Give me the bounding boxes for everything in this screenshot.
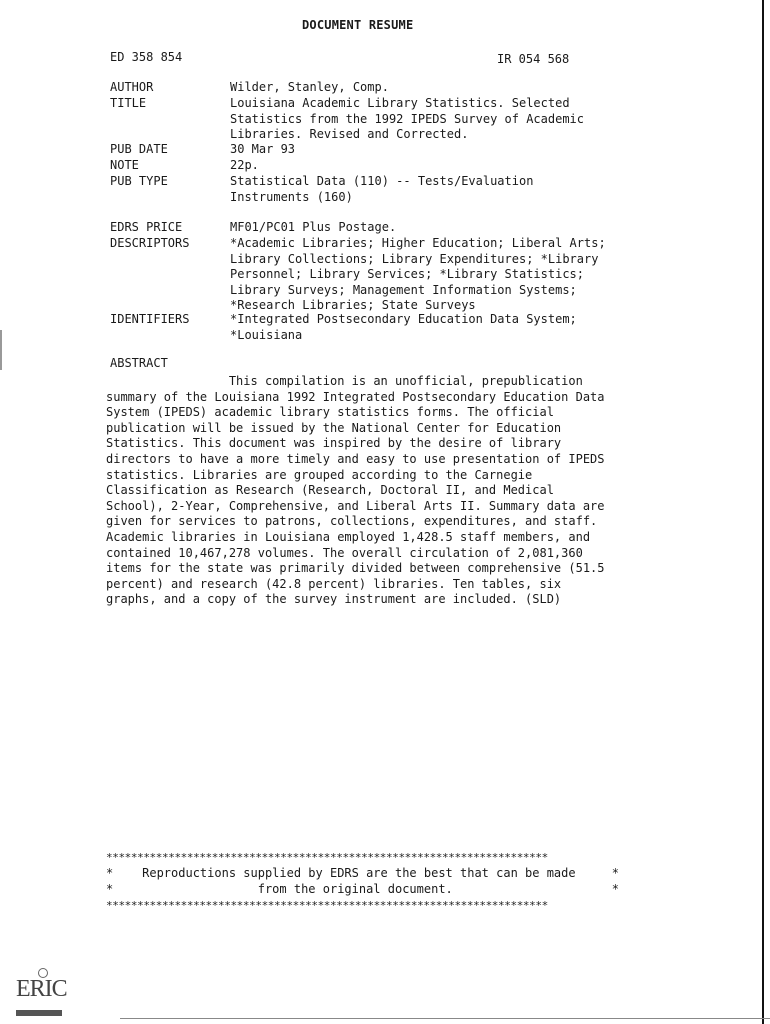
abstract-heading: ABSTRACT: [110, 356, 168, 370]
abstract-body: This compilation is an unofficial, prepublication summary of the Louisiana 1992 Integrated Postsecondary Education Data System (IPEDS) academic library statistics forms. The official publication will be issued by the National Center for Education Statistics. This document was inspired by the desire of library directors to have a more timely and easy to use presentation of IPEDS statistics. Libraries are grouped according to the Carnegie Classification as Research (Research, Doctoral II, and Medical School), 2-Year, Comprehensive, and Liberal Arts II. Summary data are given for services to patrons, collections, expenditures, and staff. Academic libraries in Louisiana employed 1,428.5 staff members, and contained 10,467,278 volumes. The overall circulation of 2,081,360 items for the state was primarily divided between comprehensive (51.5 percent) and research (42.8 percent) libraries. Ten tables, six graphs, and a copy of the survey instrument are included. (SLD): [106, 374, 605, 607]
scan-bottom-line: [120, 1018, 770, 1019]
field-label-descriptors: DESCRIPTORS: [110, 236, 190, 250]
field-value-pub-date: 30 Mar 93: [230, 142, 296, 156]
ir-number: IR 054 568: [497, 52, 570, 66]
field-label-author: AUTHOR: [110, 80, 154, 94]
page-edge-line: [762, 0, 764, 1024]
eric-logo-bar: [16, 1010, 62, 1016]
field-value-note: 22p.: [230, 158, 259, 172]
field-label-note: NOTE: [110, 158, 139, 172]
stars-bottom-border: ***********************************************************************: [106, 899, 548, 912]
field-value-author: Wilder, Stanley, Comp.: [230, 80, 389, 94]
field-value-identifiers: *Integrated Postsecondary Education Data System; *Louisiana: [230, 312, 577, 342]
field-label-pub-type: PUB TYPE: [110, 174, 168, 188]
eric-logo: ERIC: [16, 976, 67, 1002]
field-value-title: Louisiana Academic Library Statistics. Selected Statistics from the 1992 IPEDS Survey of Academic Libraries. Revised and Corrected.: [230, 96, 585, 141]
field-value-pub-type: Statistical Data (110) -- Tests/Evaluation Instruments (160): [230, 174, 534, 204]
ed-number: ED 358 854: [110, 50, 183, 64]
document-title: DOCUMENT RESUME: [302, 18, 414, 32]
field-label-pub-date: PUB DATE: [110, 142, 168, 156]
field-label-identifiers: IDENTIFIERS: [110, 312, 190, 326]
field-value-descriptors: *Academic Libraries; Higher Education; Liberal Arts; Library Collections; Library Expenditures; *Library Personnel; Library Services; *Library Statistics; Library Surveys; Management Information Systems; *Research Libraries; State Surveys: [230, 236, 606, 312]
stars-top-border: ***********************************************************************: [106, 851, 548, 864]
scan-mark: [0, 330, 2, 370]
field-value-edrs-price: MF01/PC01 Plus Postage.: [230, 220, 397, 234]
field-label-edrs-price: EDRS PRICE: [110, 220, 183, 234]
reproduction-line-2: * from the original document. *: [106, 882, 619, 896]
reproduction-line-1: * Reproductions supplied by EDRS are the best that can be made *: [106, 866, 619, 880]
field-label-title: TITLE: [110, 96, 147, 110]
